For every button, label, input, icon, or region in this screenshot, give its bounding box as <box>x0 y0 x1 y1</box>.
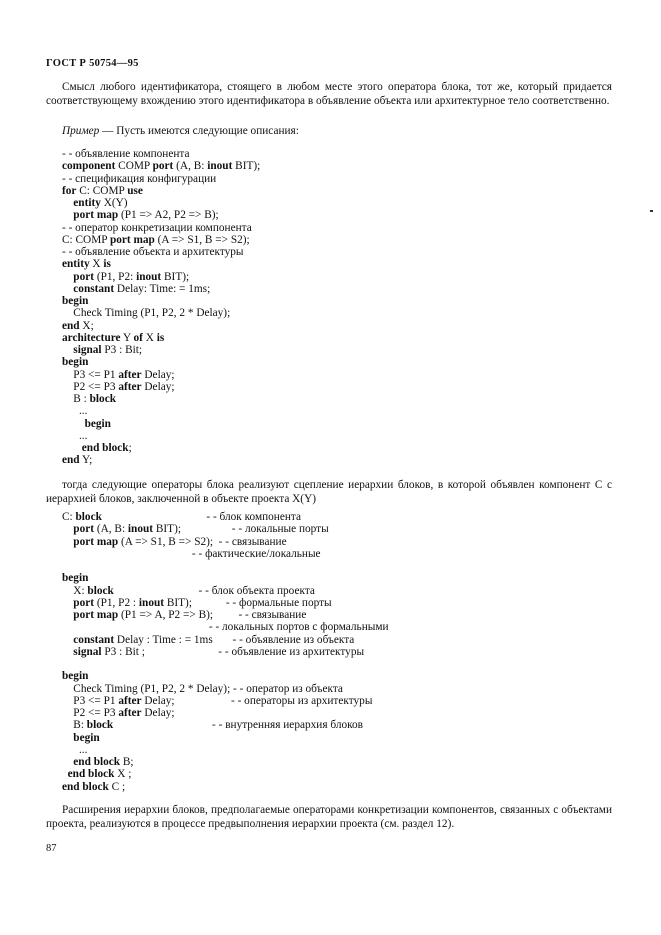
code-line <box>62 148 260 160</box>
code-line <box>62 442 260 454</box>
code-keyword: after <box>118 694 142 707</box>
code-keyword: is <box>156 331 165 344</box>
code-line <box>62 197 260 209</box>
code-line <box>62 185 260 197</box>
code-keyword: end block <box>73 756 121 768</box>
code-line <box>62 234 260 246</box>
code-line <box>62 454 260 466</box>
code-line <box>62 548 389 560</box>
code-text: - - блок объекта проекта <box>113 584 315 597</box>
code-keyword: entity <box>62 258 90 271</box>
code-text <box>62 536 73 548</box>
code-text: (A, B: <box>173 160 208 173</box>
code-text: - - блок компонента <box>101 511 301 523</box>
code-line <box>62 732 389 744</box>
code-text: ... <box>62 405 88 418</box>
code-keyword: port map <box>109 233 155 246</box>
code-line <box>62 768 389 780</box>
code-line <box>62 523 389 535</box>
code-text: Delay; - - операторы из архитектуры <box>141 694 373 707</box>
code-line <box>62 744 389 756</box>
code-text: - - объявление объекта и архитектуры <box>62 246 244 258</box>
code-line <box>62 781 389 793</box>
code-line <box>62 320 260 332</box>
code-text: P3 <= P1 <box>62 368 119 381</box>
code-keyword: begin <box>62 572 89 585</box>
code-text: Delay : Time : = 1ms - - объявление из объекта <box>114 633 355 646</box>
code-text <box>62 271 73 283</box>
code-keyword: port <box>152 160 174 173</box>
code-keyword: begin <box>84 417 111 430</box>
code-keyword: component <box>62 160 116 173</box>
code-keyword: port <box>73 596 95 609</box>
code-line <box>62 719 389 731</box>
code-text: B : <box>62 393 90 405</box>
code-text: Delay: Time: = 1ms; <box>114 282 211 295</box>
code-text <box>62 523 73 535</box>
code-text: ; <box>128 442 132 454</box>
code-keyword: end <box>62 319 80 332</box>
code-line <box>62 418 260 430</box>
code-line <box>62 707 389 719</box>
code-text: X: <box>62 584 88 597</box>
code-keyword: is <box>103 258 111 271</box>
code-text <box>62 344 73 356</box>
code-text: (A => S1, B => S2); <box>154 233 250 246</box>
code-text: Y; <box>79 454 93 467</box>
code-text: (P1, P2 : <box>94 596 139 609</box>
code-text: C: <box>62 511 76 523</box>
code-line <box>62 258 260 270</box>
code-text: BIT); <box>161 270 190 283</box>
code-text: Delay; <box>141 380 175 393</box>
code-keyword: entity <box>73 197 101 209</box>
code-keyword: constant <box>73 633 115 646</box>
code-line <box>62 344 260 356</box>
code-keyword: after <box>118 380 142 393</box>
code-listing-block-hierarchy <box>62 511 389 793</box>
code-keyword: block <box>87 584 114 597</box>
code-text <box>62 597 73 609</box>
code-text: - - спецификация конфигурации <box>62 172 217 185</box>
code-line <box>62 307 260 319</box>
code-line <box>62 658 389 670</box>
code-text: C: COMP <box>62 233 110 246</box>
code-keyword: end block <box>67 768 115 781</box>
code-text: B: <box>62 719 87 732</box>
code-keyword: port map <box>73 609 119 621</box>
code-text <box>62 634 73 646</box>
code-text: Delay; <box>141 368 175 381</box>
code-text: P3 : Bit ; - - объявление из архитектуры <box>101 645 365 658</box>
code-line <box>62 222 260 234</box>
code-keyword: port map <box>73 535 119 548</box>
intro-paragraph: Смысл любого идентификатора, стоящего в любом месте этого оператора блока, тот же, который придается соответствующему вхождению этого идентификатора в объявление объекта или архитектурное тело соответственно. <box>46 81 612 107</box>
code-line <box>62 572 389 584</box>
code-line <box>62 646 389 658</box>
code-text: P3 <= P1 <box>62 694 119 707</box>
code-text: COMP <box>115 160 153 173</box>
code-text: X <box>142 331 157 344</box>
code-text <box>62 646 73 658</box>
code-keyword: for <box>62 184 77 197</box>
code-line <box>62 332 260 344</box>
code-line <box>62 405 260 417</box>
code-line <box>62 560 389 572</box>
code-text: (A, B: <box>94 523 128 536</box>
example-lead: Пример <box>62 125 100 137</box>
code-text: - - объявление компонента <box>62 148 190 160</box>
code-text: BIT); - - локальные порты <box>153 523 329 536</box>
code-keyword: architecture <box>62 331 121 344</box>
code-line <box>62 271 260 283</box>
code-keyword: inout <box>207 160 233 173</box>
final-paragraph: Расширения иерархии блоков, предполагаемые операторами конкретизации компонентов, связанных с объектами проекта, реализуются в процессе предвыполнения иерархии проекта (см. раздел 12). <box>46 804 612 830</box>
code-line <box>62 609 389 621</box>
code-line <box>62 369 260 381</box>
code-keyword: block <box>75 511 102 523</box>
code-keyword: signal <box>73 344 102 356</box>
code-text: X(Y) <box>100 197 128 209</box>
code-text: P2 <= P3 <box>62 707 119 719</box>
code-text: ... <box>62 743 88 756</box>
code-text: - - локальных портов с формальными <box>62 621 389 634</box>
code-text: - - внутренняя иерархия блоков <box>113 719 363 732</box>
code-text: C: COMP <box>76 184 128 197</box>
code-keyword: block <box>89 393 116 405</box>
code-text <box>62 418 85 430</box>
code-keyword: after <box>118 707 142 719</box>
code-text <box>62 756 73 768</box>
code-text: Y <box>120 331 134 344</box>
code-keyword: begin <box>62 356 89 369</box>
code-line <box>62 683 389 695</box>
code-keyword: begin <box>62 670 89 683</box>
code-text: Check Timing (P1, P2, 2 * Delay); <box>62 307 231 320</box>
code-text: ... <box>62 429 88 442</box>
code-text <box>62 442 82 454</box>
code-line <box>62 381 260 393</box>
code-text: P3 : Bit; <box>101 344 143 356</box>
code-keyword: port <box>73 270 95 283</box>
code-keyword: port map <box>73 209 119 222</box>
code-text: BIT); <box>232 160 261 173</box>
page-number: 87 <box>46 843 57 854</box>
code-keyword: inout <box>138 596 165 609</box>
code-text: (P1 => A, P2 => B); - - связывание <box>118 609 307 621</box>
code-line <box>62 621 389 633</box>
middle-paragraph: тогда следующие операторы блока реализуют сцепление иерархии блоков, в которой объявлен компонент С с иерархией блоков, заключенной в объекте проекта X(Y) <box>46 479 612 505</box>
code-listing-declarations <box>62 148 260 467</box>
code-keyword: use <box>127 184 143 197</box>
code-line <box>62 295 260 307</box>
code-keyword: end block <box>62 780 109 793</box>
code-text: P2 <= P3 <box>62 380 119 393</box>
code-text: C ; <box>108 780 126 793</box>
code-line <box>62 511 389 523</box>
code-text: BIT); - - формальные порты <box>164 596 332 609</box>
code-text <box>62 283 73 295</box>
code-line <box>62 173 260 185</box>
code-text: X <box>89 258 104 271</box>
code-keyword: constant <box>73 282 115 295</box>
code-line <box>62 670 389 682</box>
code-keyword: inout <box>136 270 162 283</box>
code-line <box>62 430 260 442</box>
code-line <box>62 356 260 368</box>
code-keyword: signal <box>73 645 102 658</box>
example-text: — Пусть имеются следующие описания: <box>99 125 299 137</box>
code-text <box>62 209 73 221</box>
margin-mark <box>650 210 653 212</box>
example-line <box>62 125 299 137</box>
code-line <box>62 695 389 707</box>
code-text: (A => S1, B => S2); - - связывание <box>118 535 287 548</box>
code-keyword: end block <box>81 442 129 454</box>
code-text: X; <box>79 319 94 332</box>
code-text: (P1 => A2, P2 => B); <box>118 209 219 222</box>
code-keyword: begin <box>73 731 100 744</box>
code-line <box>62 597 389 609</box>
code-text: Check Timing (P1, P2, 2 * Delay); - - оператор из объекта <box>62 682 343 695</box>
code-text: Delay; <box>141 707 175 719</box>
code-keyword: of <box>133 331 143 344</box>
code-keyword: port <box>73 523 95 536</box>
code-keyword: block <box>86 719 114 732</box>
code-line <box>62 246 260 258</box>
code-line <box>62 209 260 221</box>
code-keyword: begin <box>62 295 89 307</box>
code-keyword: end <box>62 454 80 467</box>
code-text: B; <box>120 756 134 768</box>
code-text: (P1, P2: <box>94 270 137 283</box>
code-text <box>62 609 73 621</box>
code-text <box>62 732 73 744</box>
code-line <box>62 536 389 548</box>
code-line <box>62 585 389 597</box>
code-line <box>62 756 389 768</box>
code-text: X ; <box>114 768 132 781</box>
code-text <box>62 197 73 209</box>
code-text: - - фактические/локальные <box>62 547 321 560</box>
code-line <box>62 634 389 646</box>
code-keyword: after <box>118 368 142 381</box>
code-text: - - оператор конкретизации компонента <box>62 221 252 234</box>
code-keyword: inout <box>127 523 154 536</box>
code-line <box>62 160 260 172</box>
code-line <box>62 283 260 295</box>
document-header: ГОСТ Р 50754—95 <box>46 58 139 69</box>
code-line <box>62 393 260 405</box>
